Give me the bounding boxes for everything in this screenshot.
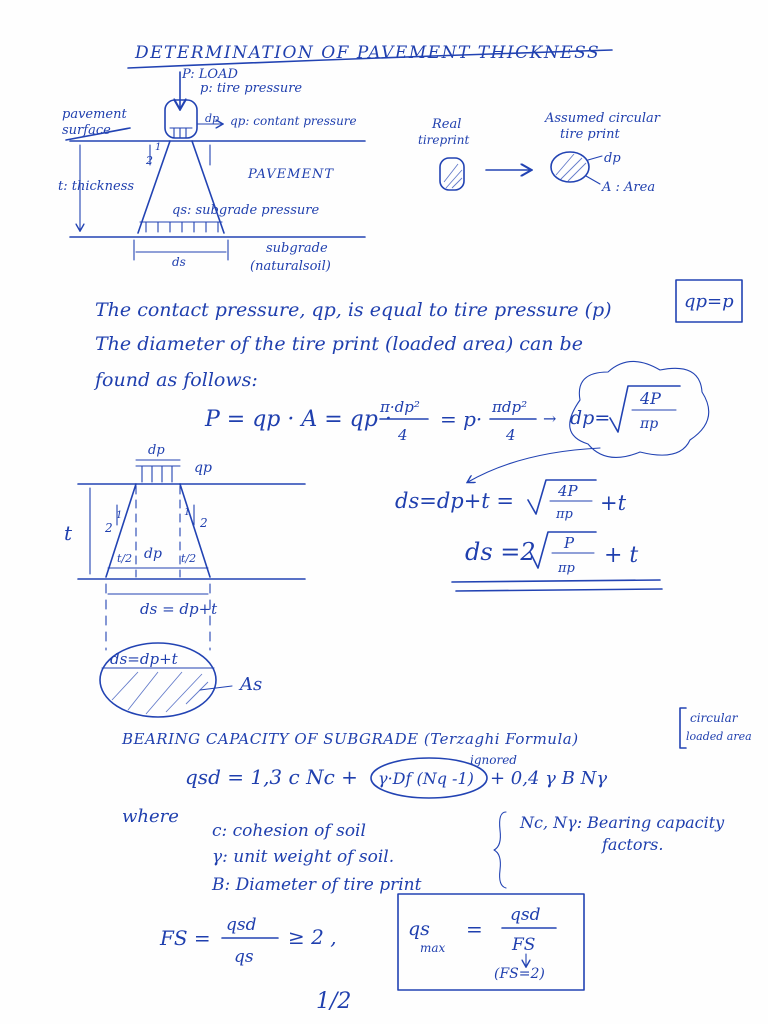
circular-print-hatch [556,154,586,181]
eq2-line2-den: πp [558,561,575,576]
eq1-result-den: πp [640,416,659,432]
fs-num: qsd [226,915,257,935]
fs-lhs: FS = [160,926,211,950]
assumed-label-2: tire print [560,127,620,142]
n-factors-1: Nc, Nγ: Bearing capacity [520,813,725,832]
eq2-line2-lhs: ds =2 [465,538,536,566]
tire-shape [165,100,197,138]
definition-gamma: γ: unit weight of soil. [212,847,395,867]
fig3-contact-arrows [136,466,180,482]
fig3-slope-2-left: 2 [105,521,113,535]
fig3-half-t-left: t/2 [117,552,133,565]
bearing-heading: BEARING CAPACITY OF SUBGRADE (Terzaghi Formula) [122,730,579,748]
subgrade-label-1: subgrade [266,241,328,256]
fig3-dp-mid: dp [144,546,162,562]
circular-tire-print [551,152,589,182]
eq1-result-lhs: dp= [570,407,611,429]
area-label: A : Area [602,180,656,195]
bearing-bracket-1: circular [690,711,738,725]
ignored-label: ignored [470,753,517,767]
eq1-num1: π·dp² [380,398,420,416]
bearing-capacity-section [121,708,752,895]
fs-den: qs [234,947,254,967]
assumed-dp-label: dp [604,151,621,166]
cloud-pointer [468,448,600,482]
fs-compare: ≥ 2 , [288,925,337,949]
qs-max-sub: max [420,941,446,955]
definition-b: B: Diameter of tire print [212,875,422,895]
found-sentence: found as follows: [95,369,258,391]
eq1-mid: = p· [440,407,483,431]
fig3-as-pointer [200,686,232,690]
fig3-circle-label: ds=dp+t [110,650,178,668]
subgrade-pressure-label: qs: subgrade pressure [172,203,320,218]
qsd-formula-lhs: qsd = 1,3 c Nc + [185,765,358,789]
slope-2-label: 2 [146,154,153,167]
qsd-formula-tail: + 0,4 γ B Nγ [490,768,608,789]
fig3-t-label: t [64,521,73,545]
fig3-qp-label: qp [194,460,212,476]
real-print-hatch [444,164,462,188]
pavement-label: PAVEMENT [248,167,335,182]
where-label: where [122,806,179,827]
qs-max-eq: = [466,917,483,941]
fig3-slope-1-right: 1 [184,507,191,518]
fig3-dashed-verticals [136,486,180,577]
qsd-formula-circled: γ·Df (Nq -1) [378,769,474,788]
thickness-label: t: thickness [58,179,135,194]
subgrade-label-2: (naturalsoil) [250,259,331,274]
load-label: P: LOAD [182,67,238,82]
eq1-result-num: 4P [640,389,661,408]
eq1-den2: 4 [506,426,516,444]
eq2-line1-tail: +t [600,491,627,515]
diameter-sentence: The diameter of the tire print (loaded area) can be [95,333,583,355]
eq2-line1-den: πp [556,507,573,522]
fig3-as-label: As [240,674,263,695]
fig3-circle-hatch [112,672,208,714]
page-number: 1/2 [316,989,352,1014]
assumed-label-1: Assumed circular [545,111,661,126]
dp-pointer [588,156,602,160]
n-factors-brace [494,812,506,888]
eq2-line2-tail: + t [604,543,639,568]
slope-1-label: 1 [155,142,162,153]
eq2-underline-1 [452,580,660,582]
fig3-half-t-right: t/2 [181,552,197,565]
real-label-2: tireprint [418,133,470,147]
pavement-surface-label-2: surface [62,123,111,138]
dp-label-top: dp [205,112,220,125]
qs-max-lhs: qs [408,918,430,940]
contact-pressure-label: qp: contant pressure [230,114,357,128]
qs-max-num: qsd [510,905,541,925]
real-tire-print [440,158,464,190]
equation-1 [204,361,709,482]
equation-2 [395,480,662,591]
eq1-den1: 4 [398,426,408,444]
contact-arrows [170,128,192,138]
page-title: DETERMINATION OF PAVEMENT THICKNESS [135,43,601,63]
eq2-underline-2 [456,589,662,591]
definition-c: c: cohesion of soil [212,821,366,841]
fig3-slope-1-left: 1 [116,510,123,521]
equality-boxed: qp=p [684,291,734,312]
load-spread-figure [64,443,305,717]
tire-pressure-label: p: tire pressure [200,81,303,96]
fig3-ds-label: ds = dp+t [140,600,218,618]
pavement-section-figure [58,67,365,274]
fig3-dp-label: dp [148,443,165,458]
tire-print-figure [418,111,661,195]
eq1-num2: πdp² [492,398,528,416]
contact-pressure-sentence: The contact pressure, qp, is equal to tire pressure (p) [95,299,612,321]
bearing-bracket-2: loaded area [686,730,752,743]
qs-max-den: FS [512,935,536,955]
eq2-line2-num: P [564,534,575,552]
ds-label: ds [172,255,186,269]
pavement-surface-label-1: pavement [62,107,127,122]
eq2-line1-num: 4P [558,482,578,500]
subgrade-pressure-arrows [140,222,222,232]
eq2-line1-lhs: ds=dp+t = [395,489,515,513]
real-label-1: Real [432,117,462,132]
n-factors-2: factors. [602,835,664,854]
qs-max-note: (FS=2) [494,966,545,982]
eq1-lhs: P = qp · A = qp · [205,407,392,432]
area-pointer [586,176,600,184]
fig3-slope-2-right: 2 [200,516,208,530]
factor-of-safety-section [159,894,584,990]
eq1-arrow: → [543,409,557,428]
